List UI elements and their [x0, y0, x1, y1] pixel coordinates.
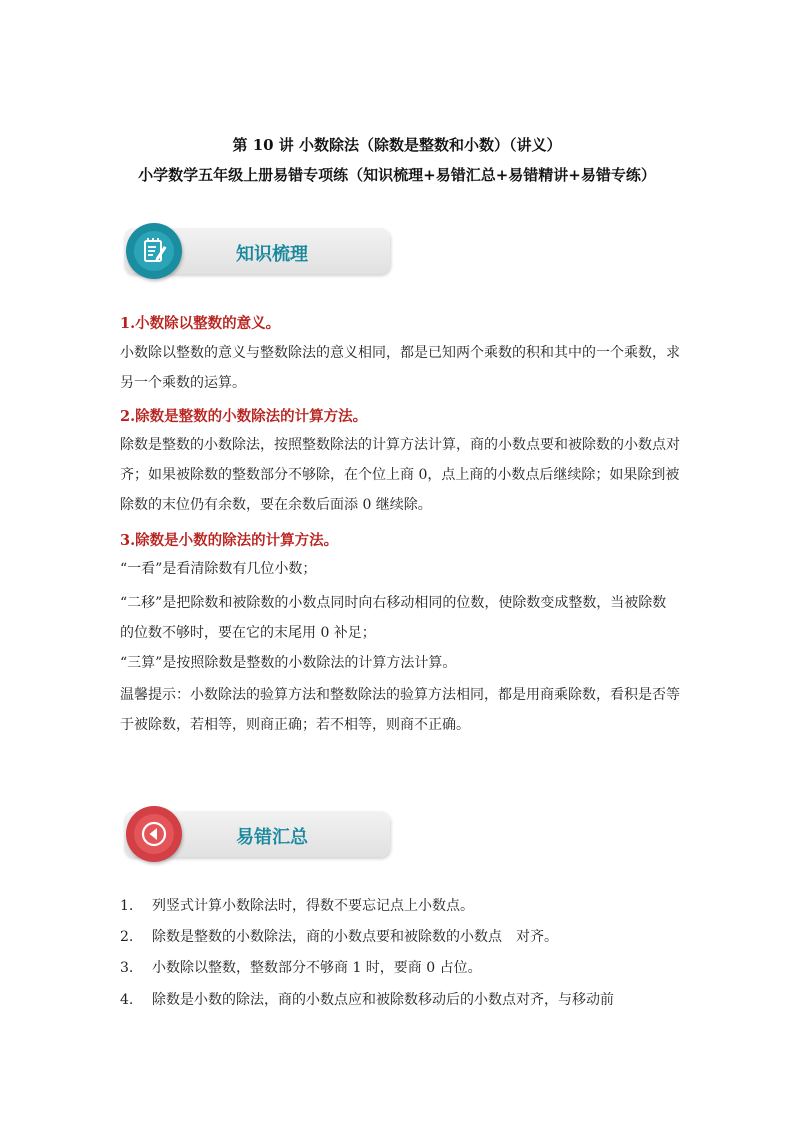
notepad-pen-icon	[134, 231, 174, 271]
list-item: 1. 列竖式计算小数除法时，得数不要忘记点上小数点。	[120, 898, 474, 914]
knowledge-tip: 温馨提示：小数除法的验算方法和整数除法的验算方法相同，都是用商乘除数，看积是否等于被除数，若相等，则商正确；若不相等，则商不正确。	[120, 687, 680, 733]
list-item: 2. 除数是整数的小数除法，商的小数点要和被除数的小数点 对齐。	[120, 929, 558, 945]
section-label-knowledge: 知识梳理	[236, 244, 308, 265]
section-label-errors: 易错汇总	[236, 827, 308, 848]
knowledge-heading-2: 2.除数是整数的小数除法的计算方法。	[120, 408, 368, 425]
banner-circle	[126, 223, 182, 279]
list-item: 4. 除数是小数的除法，商的小数点应和被除数移动后的小数点对齐，与移动前	[120, 992, 614, 1008]
knowledge-paragraph-3a: “一看”是看清除数有几位小数；	[120, 561, 317, 577]
document-title: 第 10 讲 小数除法（除数是整数和小数）（讲义）	[232, 136, 562, 154]
knowledge-paragraph-3c: “三算”是按照除数是整数的小数除法的计算方法计算。	[120, 655, 457, 671]
knowledge-paragraph-1: 小数除以整数的意义与整数除法的意义相同，都是已知两个乘数的积和其中的一个乘数，求另一个乘数的运算。	[120, 345, 680, 391]
section-banner-errors	[118, 809, 390, 861]
list-item: 3. 小数除以整数，整数部分不够商 1 时，要商 0 占位。	[120, 960, 482, 976]
banner-circle-inner	[134, 814, 174, 854]
banner-circle	[126, 806, 182, 862]
document-subtitle: 小学数学五年级上册易错专项练（知识梳理+易错汇总+易错精讲+易错专练）	[138, 166, 656, 184]
knowledge-heading-1: 1.小数除以整数的意义。	[120, 315, 281, 332]
knowledge-paragraph-2: 除数是整数的小数除法，按照整数除法的计算方法计算，商的小数点要和被除数的小数点对齐；如果被除数的整数部分不够除，在个位上商 0，点上商的小数点后继续除；如果除到被除数的末位仍有余数，要在余数后面添 0 继续除。	[120, 437, 680, 513]
back-arrow-icon	[134, 814, 174, 854]
knowledge-heading-3: 3.除数是小数的除法的计算方法。	[120, 532, 339, 549]
banner-circle-inner	[134, 231, 174, 271]
section-banner-knowledge	[118, 226, 390, 278]
knowledge-paragraph-3b: “二移”是把除数和被除数的小数点同时向右移动相同的位数，使除数变成整数，当被除数的位数不够时，要在它的末尾用 0 补足；	[120, 595, 667, 641]
